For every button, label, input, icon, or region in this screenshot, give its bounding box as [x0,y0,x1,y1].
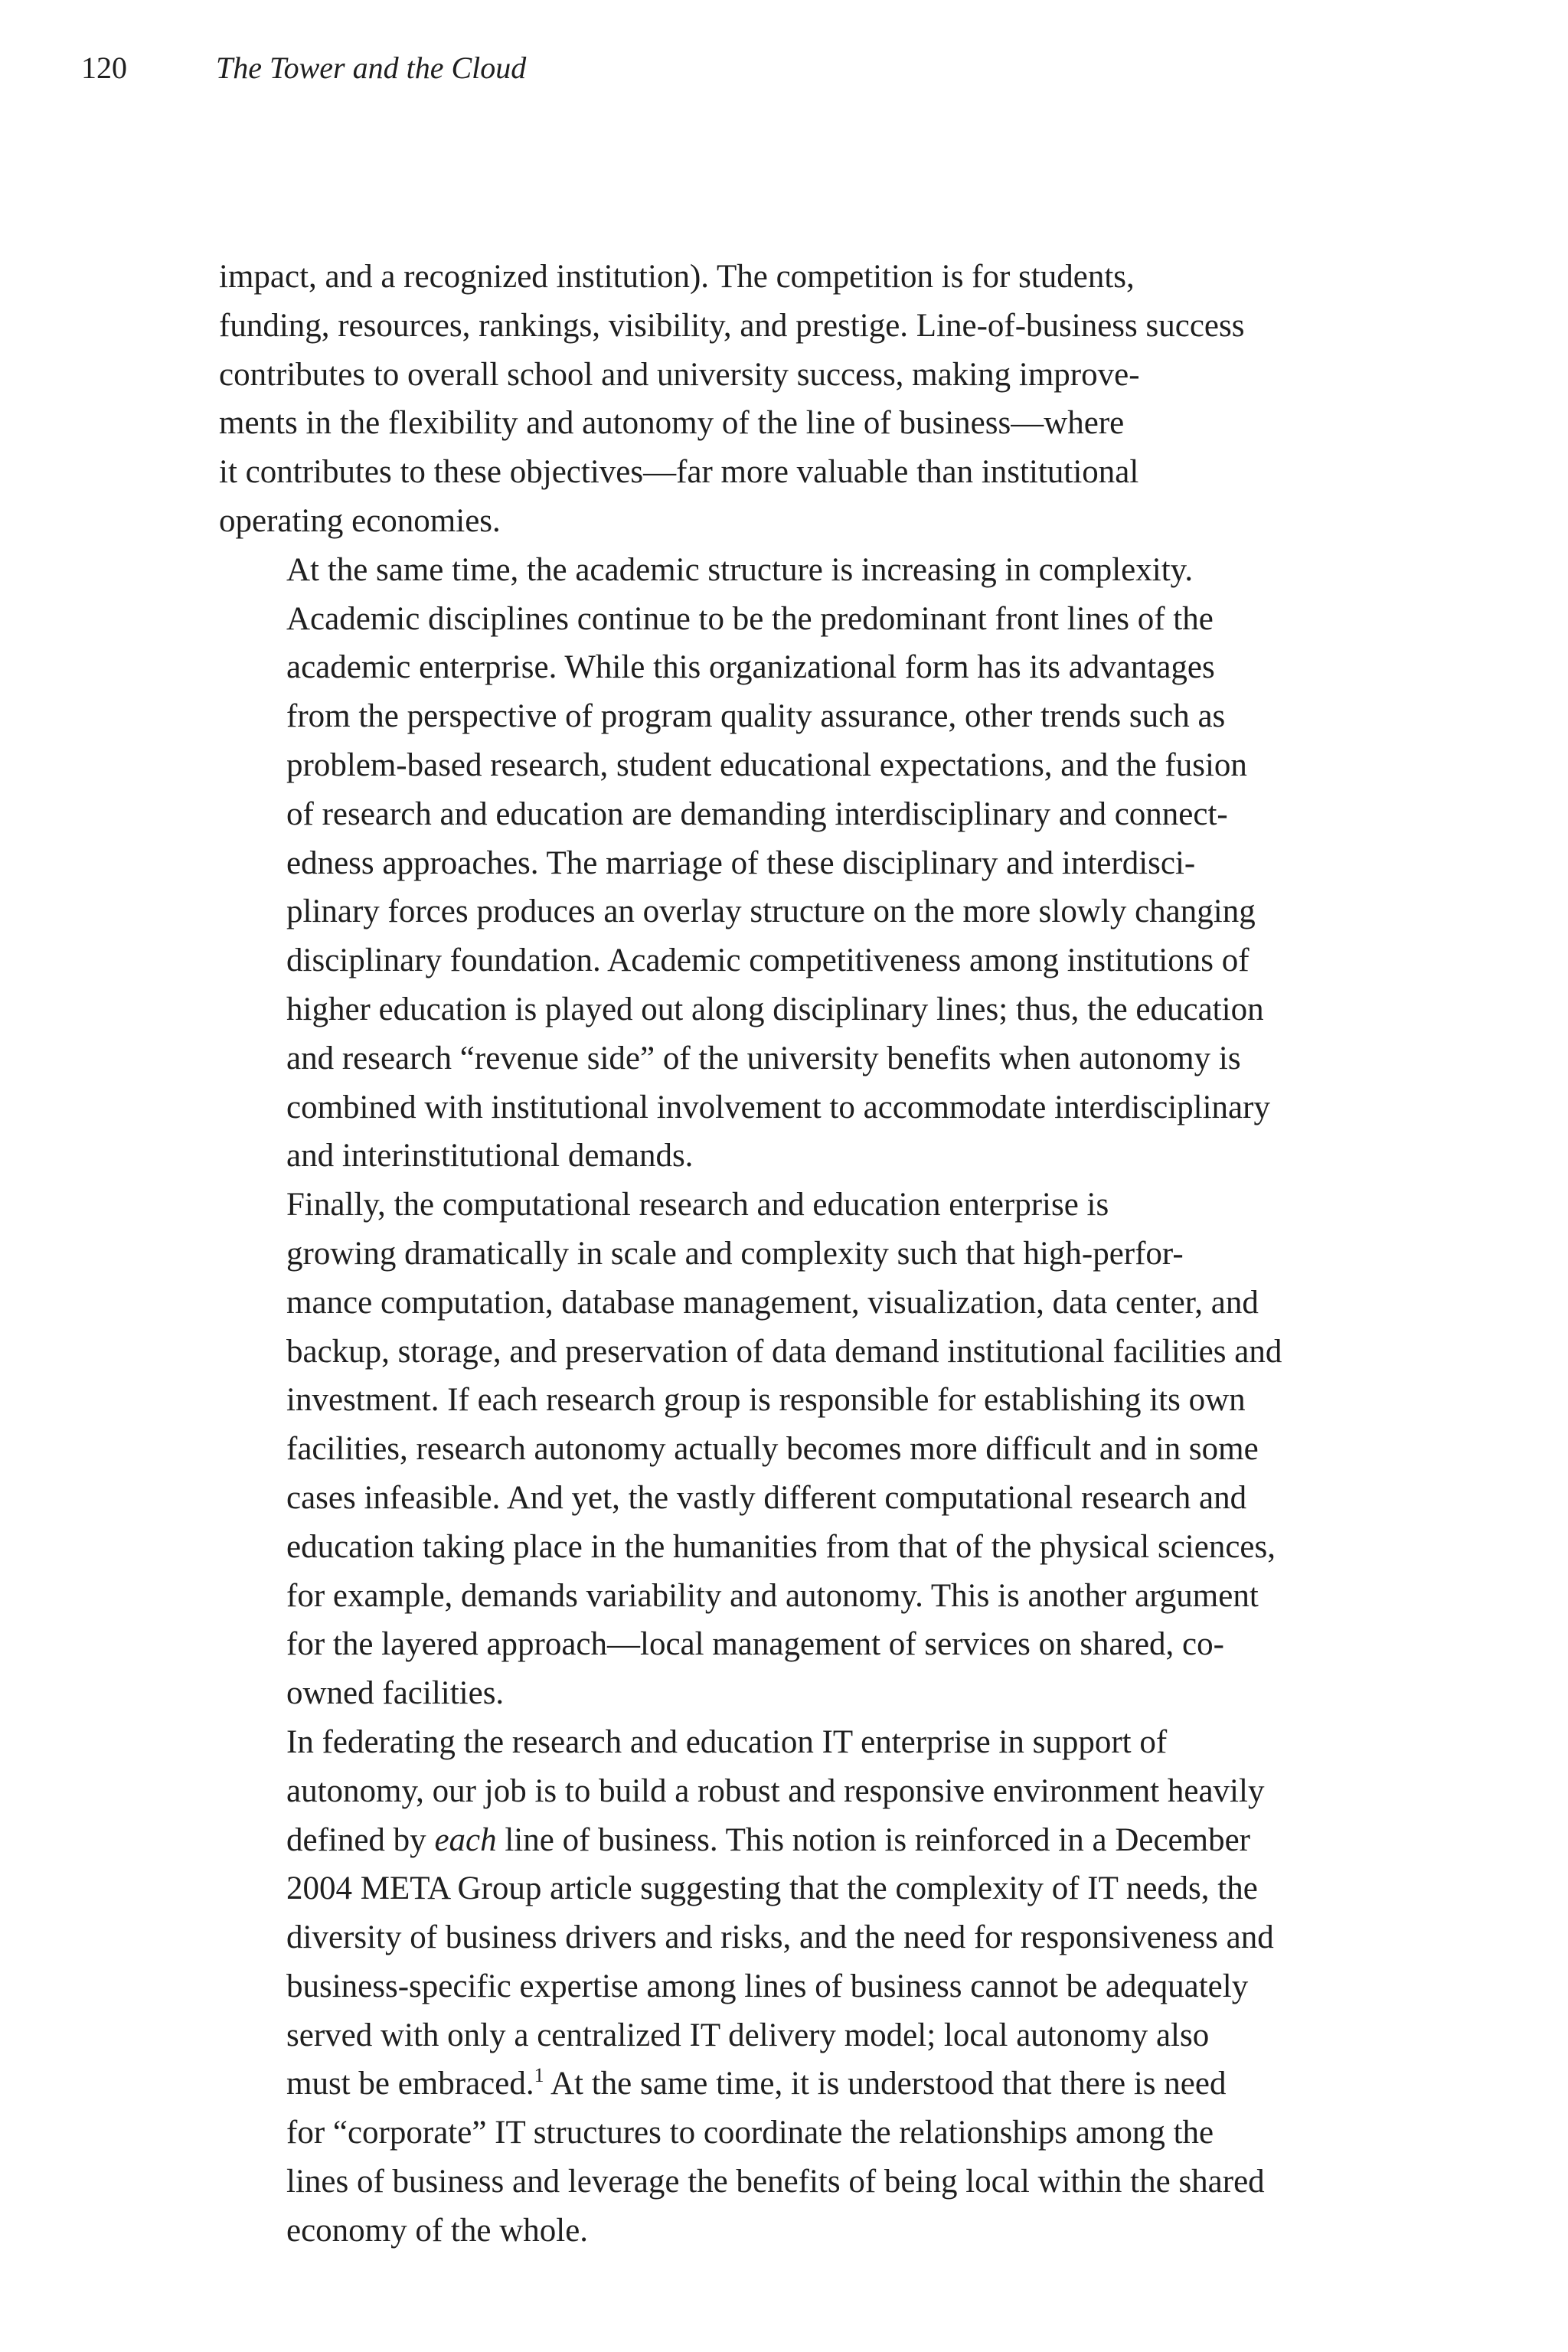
text-line: 2004 META Group article suggesting that the complexity of IT needs, the [286,1870,1258,1907]
text-line: operating economies. [219,502,501,539]
page-number: 120 [81,51,127,85]
text-line: edness approaches. The marriage of these disciplinary and interdisci- [286,844,1196,881]
text-line: mance computation, database management, visualization, data center, and [286,1284,1259,1321]
paragraph-4 [219,1718,1358,2256]
text-line: In federating the research and education IT enterprise in support of [286,1723,1168,1760]
text-line: owned facilities. [286,1675,505,1712]
text-line: plinary forces produces an overlay structure on the more slowly changing [286,893,1256,930]
text-line-with-footnote [219,2060,1358,2109]
body-text [219,253,1358,2256]
text-line: investment. If each research group is responsible for establishing its own [286,1382,1246,1419]
text-line: ments in the flexibility and autonomy of the line of business—where [219,405,1125,442]
paragraph-2 [219,546,1358,1181]
text-line: At the same time, the academic structure is increasing in complexity. [286,551,1194,588]
text-line: from the perspective of program quality assurance, other trends such as [286,698,1226,735]
text-segment: defined by [286,1821,435,1858]
text-line: lines of business and leverage the benefits of being local within the shared [286,2164,1265,2200]
text-line: for the layered approach—local management of services on shared, co- [286,1626,1224,1663]
text-line: contributes to overall school and university success, making improve- [219,356,1140,393]
text-line: problem-based research, student educational expectations, and the fusion [286,746,1247,783]
text-line: business-specific expertise among lines of business cannot be adequately [286,1968,1249,2004]
text-line: academic enterprise. While this organizational form has its advantages [286,649,1215,686]
text-line: funding, resources, rankings, visibility, and prestige. Line-of-business success [219,307,1245,344]
text-line: Academic disciplines continue to be the predominant front lines of the [286,600,1214,637]
text-line: economy of the whole. [286,2212,589,2249]
text-line: of research and education are demanding interdisciplinary and connect- [286,795,1228,832]
text-line: diversity of business drivers and risks, and the need for responsiveness and [286,1919,1274,1956]
book-title: The Tower and the Cloud [216,51,527,85]
text-line: and research “revenue side” of the university benefits when autonomy is [286,1040,1241,1076]
text-line: growing dramatically in scale and complexity such that high-perfor- [286,1235,1184,1272]
text-line: served with only a centralized IT delivery model; local autonomy also [286,2017,1210,2053]
text-line: combined with institutional involvement to accommodate interdisciplinary [286,1089,1270,1125]
text-line: disciplinary foundation. Academic competitiveness among institutions of [286,942,1250,979]
text-line-with-emphasis [219,1816,1358,1865]
text-line: impact, and a recognized institution). The competition is for students, [219,259,1135,295]
emphasized-word: each [434,1821,497,1858]
text-line: education taking place in the humanities from that of the physical sciences, [286,1528,1276,1565]
text-segment: line of business. This notion is reinforced in a December [496,1821,1250,1858]
text-line: higher education is played out along disciplinary lines; thus, the education [286,991,1264,1027]
text-line: Finally, the computational research and education enterprise is [286,1187,1109,1223]
text-line: for example, demands variability and autonomy. This is another argument [286,1577,1259,1614]
paragraph-3 [219,1181,1358,1718]
footnote-reference[interactable]: 1 [534,2064,544,2087]
text-line: for “corporate” IT structures to coordinate the relationships among the [286,2115,1214,2151]
text-segment: At the same time, it is understood that there is need [544,2066,1227,2102]
text-line: cases infeasible. And yet, the vastly different computational research and [286,1479,1247,1516]
paragraph-1 [219,253,1358,546]
running-head [81,49,526,87]
text-line: backup, storage, and preservation of data demand institutional facilities and [286,1333,1282,1370]
text-line: it contributes to these objectives—far more valuable than institutional [219,454,1139,491]
text-line: and interinstitutional demands. [286,1138,694,1174]
text-segment: must be embraced. [286,2066,534,2102]
text-line: facilities, research autonomy actually becomes more difficult and in some [286,1431,1259,1468]
text-line: autonomy, our job is to build a robust and responsive environment heavily [286,1772,1265,1809]
